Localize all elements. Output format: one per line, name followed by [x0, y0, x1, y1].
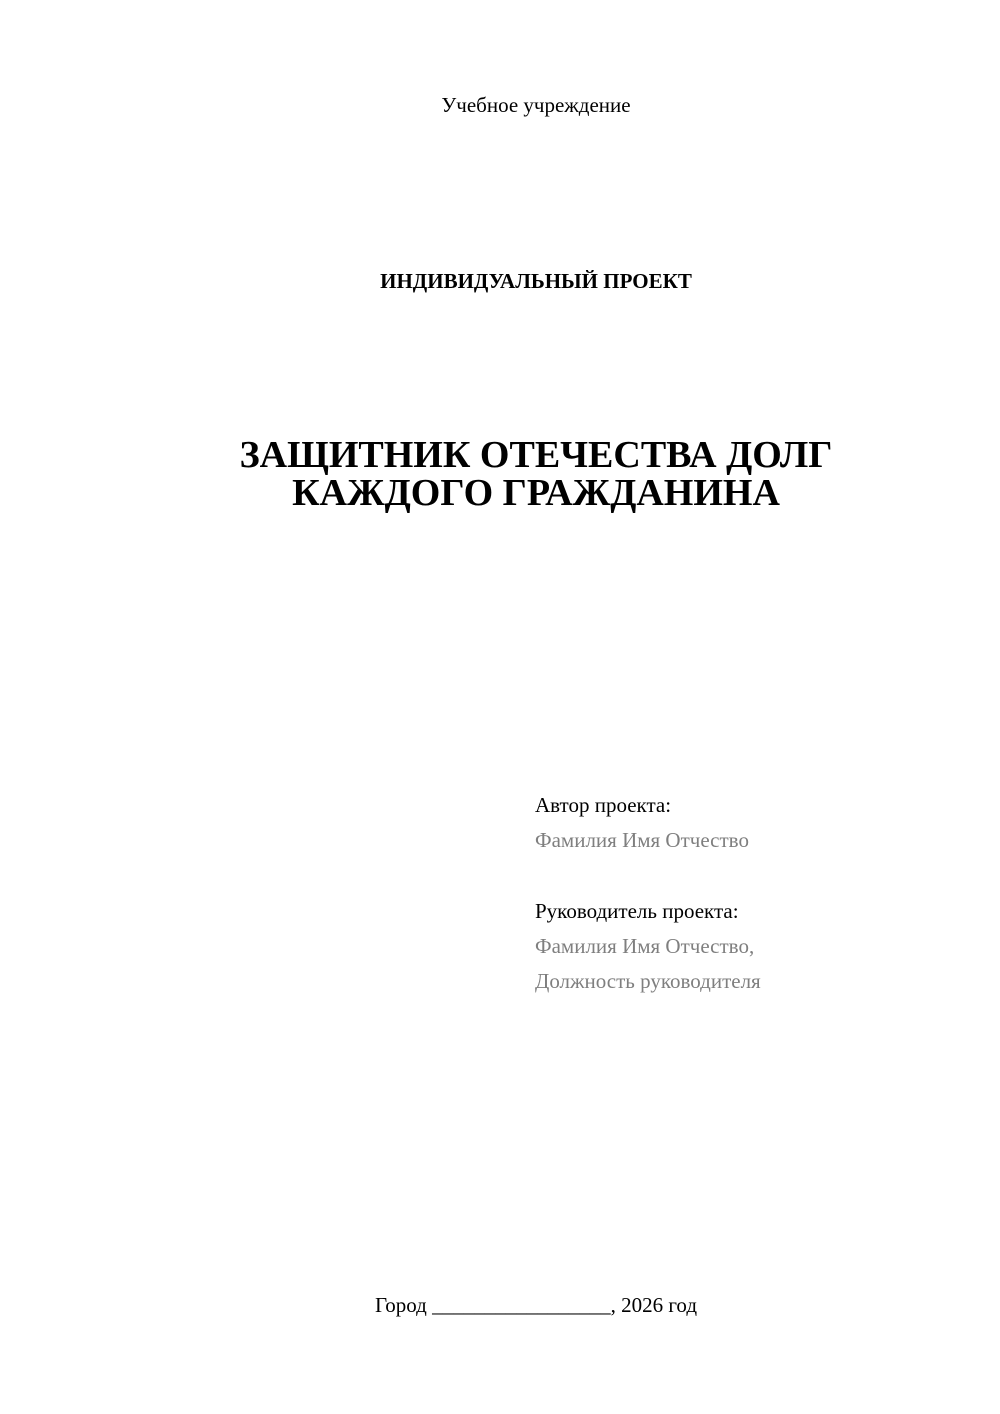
supervisor-name: Фамилия Имя Отчество,	[535, 934, 755, 958]
institution-name: Учебное учреждение	[441, 93, 631, 117]
supervisor-position: Должность руководителя	[535, 969, 761, 993]
author-name: Фамилия Имя Отчество	[535, 828, 749, 852]
project-title-line-1: ЗАЩИТНИК ОТЕЧЕСТВА ДОЛГ	[239, 434, 833, 476]
document-type-heading: ИНДИВИДУАЛЬНЫЙ ПРОЕКТ	[380, 269, 692, 293]
credits-spacer	[535, 858, 975, 894]
supervisor-label: Руководитель проекта:	[535, 899, 739, 923]
project-title-line-2: КАЖДОГО ГРАЖДАНИНА	[292, 472, 780, 514]
project-title	[0, 436, 1000, 512]
credits-block	[535, 788, 975, 999]
city-year-footer: Город _________________, 2026 год	[374, 1293, 698, 1317]
author-label: Автор проекта:	[535, 793, 672, 817]
